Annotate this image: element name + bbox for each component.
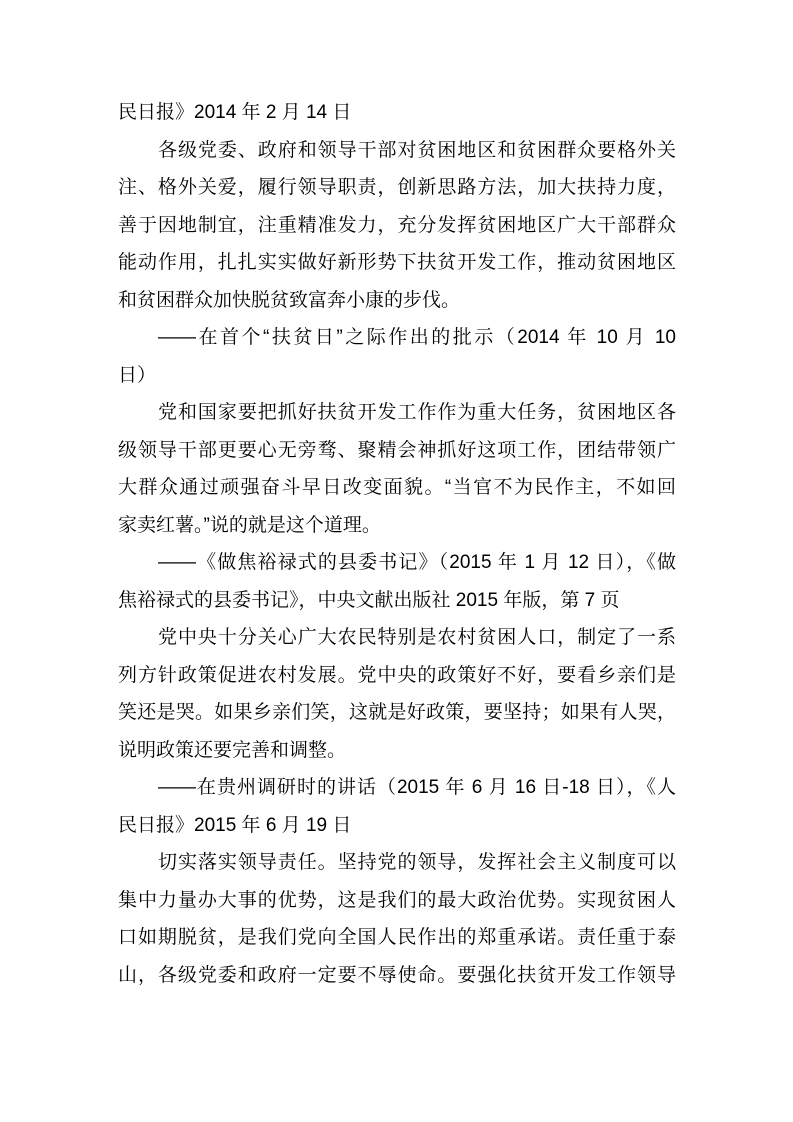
- text-line: 党中央十分关心广大农民特别是农村贫困人口，制定了一系: [158, 627, 676, 648]
- text-line: 集中力量办大事的优势，这是我们的最大政治优势。实现贫困人: [118, 889, 676, 911]
- text-line: 民日报》2015 年 6 月 19 日: [118, 814, 352, 836]
- text-line: ——《做焦裕禄式的县委书记》（2015 年 1 月 12 日），《做: [158, 552, 676, 573]
- text-line: 党和国家要把抓好扶贫开发工作作为重大任务，贫困地区各: [158, 402, 676, 423]
- text-line: 各级党委、政府和领导干部对贫困地区和贫困群众要格外关: [158, 139, 676, 161]
- text-line: ——在首个“扶贫日”之际作出的批示（2014 年 10 月 10: [158, 327, 676, 348]
- text-line: 民日报》2014 年 2 月 14 日: [118, 102, 352, 123]
- text-line: 和贫困群众加快脱贫致富奔小康的步伐。: [118, 289, 461, 311]
- text-line: 能动作用，扎扎实实做好新形势下扶贫开发工作，推动贫困地区: [118, 252, 676, 273]
- text-line: 焦裕禄式的县委书记》，中央文献出版社 2015 年版，第 7 页: [118, 589, 620, 611]
- text-line: 善于因地制宜，注重精准发力，充分发挥贫困地区广大干部群众: [118, 214, 676, 236]
- text-line: 说明政策还要完善和调整。: [118, 739, 347, 761]
- text-line: 级领导干部更要心无旁骛、聚精会神抓好这项工作，团结带领广: [118, 439, 676, 461]
- text-line: 山，各级党委和政府一定要不辱使命。要强化扶贫开发工作领导: [118, 964, 676, 986]
- text-line: 口如期脱贫，是我们党向全国人民作出的郑重承诺。责任重于泰: [118, 927, 676, 948]
- document-text-block: [118, 94, 676, 994]
- text-line: ——在贵州调研时的讲话（2015 年 6 月 16 日-18 日），《人: [158, 777, 676, 798]
- text-line: 注、格外关爱，履行领导职责，创新思路方法，加大扶持力度，: [118, 177, 676, 198]
- text-line: 家卖红薯。”说的就是这个道理。: [118, 514, 381, 536]
- text-line: 日）: [118, 364, 157, 386]
- text-line: 笑还是哭。如果乡亲们笑，这就是好政策，要坚持；如果有人哭，: [118, 702, 676, 723]
- text-line: 列方针政策促进农村发展。党中央的政策好不好，要看乡亲们是: [118, 664, 676, 686]
- text-line: 切实落实领导责任。坚持党的领导，发挥社会主义制度可以: [158, 852, 676, 873]
- text-line: 大群众通过顽强奋斗早日改变面貌。“当官不为民作主，不如回: [118, 477, 676, 498]
